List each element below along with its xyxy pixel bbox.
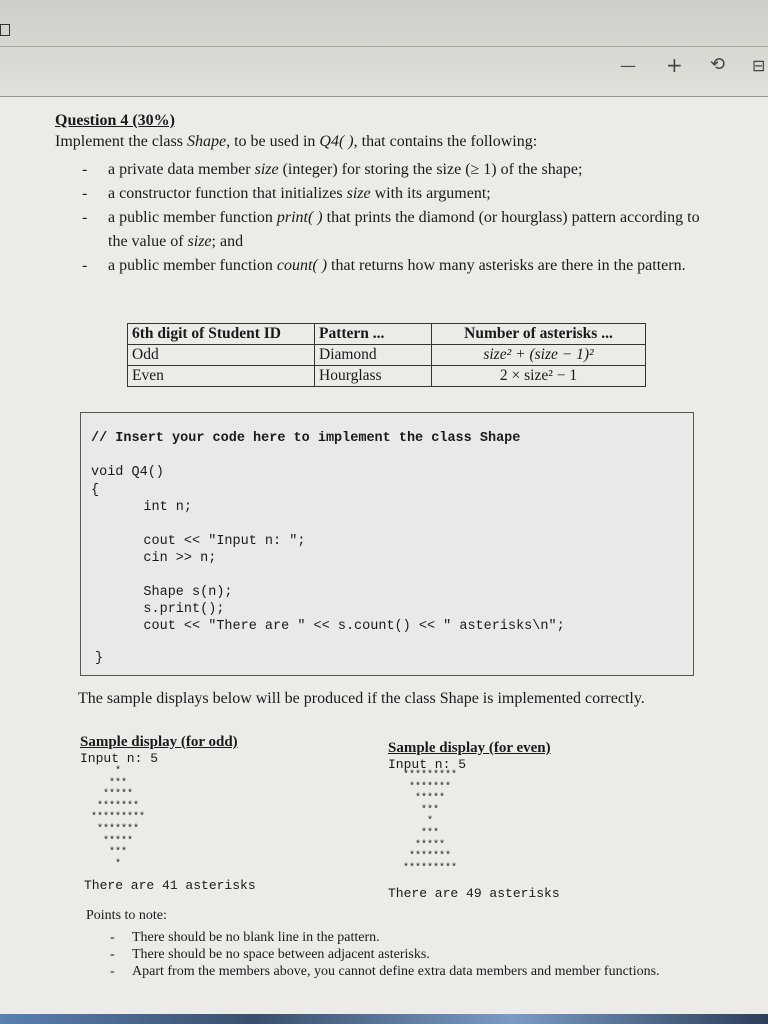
zoom-in-icon[interactable]: + [666,53,683,77]
list-item: - There should be no space between adjacent asterisks. [110,946,700,963]
sample-odd-heading: Sample display (for odd) [80,734,238,750]
code-line: { [91,483,100,498]
list-item: - a constructor function that initializes size with its argument; [82,182,722,206]
code-line: cin >> n; [111,551,217,566]
viewer-toolbar [0,0,768,97]
table-header-row [128,324,646,345]
code-line: int n; [111,500,193,515]
rotate-icon[interactable]: ⟲ [710,54,726,75]
question-title: Question 4 (30%) [55,112,175,129]
code-line: void Q4() [91,465,164,480]
table-row [128,345,646,366]
question-intro: Implement the class Shape, to be used in Q4( ), that contains the following: [55,133,538,150]
table-row [128,366,646,387]
list-item: - a public member function count( ) that returns how many asterisks are there in the pattern. [82,254,722,278]
table-cell: Odd [128,345,315,366]
taskbar-strip [0,1014,768,1024]
list-item: - a private data member size (integer) for storing the size (≥ 1) of the shape; [82,158,722,182]
code-line: cout << "Input n: "; [111,534,306,549]
table-cell: Even [128,366,315,387]
code-line: cout << "There are " << s.count() << " asterisks\n"; [111,619,565,634]
sample-even-heading: Sample display (for even) [388,740,551,756]
window-corner-icon [0,24,10,36]
sample-odd-result: There are 41 asterisks [84,878,256,893]
zoom-out-icon[interactable]: — [620,56,636,75]
code-line: Shape s(n); [111,585,233,600]
table-header: 6th digit of Student ID [128,324,315,345]
table-cell: size² + (size − 1)² [432,345,646,366]
sample-odd-pattern: * *** ***** ******* ********* ******* ***** *** * [90,766,145,870]
sample-note: The sample displays below will be produced if the class Shape is implemented correctly. [78,690,645,707]
sample-even-pattern: ********* ******* ***** *** * *** ***** ******* ********* [402,770,457,874]
list-item: - Apart from the members above, you cannot define extra data members and member functions. [110,963,700,980]
code-comment: // Insert your code here to implement the class Shape [91,431,521,446]
notes-list [110,929,700,980]
table-cell: Diamond [315,345,432,366]
notes-title: Points to note: [86,908,167,923]
pattern-table [127,323,646,387]
table-cell: 2 × size² − 1 [432,366,646,387]
table-header: Pattern ... [315,324,432,345]
panel-icon[interactable]: ⊟ [752,56,766,75]
sample-even-result: There are 49 asterisks [388,886,560,901]
toolbar-divider [0,46,768,47]
list-item: - There should be no blank line in the pattern. [110,929,700,946]
table-header: Number of asterisks ... [432,324,646,345]
sample-even-input: Input n: 5 [388,757,467,772]
sample-odd-input: Input n: 5 [80,751,159,766]
table-cell: Hourglass [315,366,432,387]
code-line: s.print(); [111,602,225,617]
code-line: } [95,651,104,666]
requirements-list [82,158,722,278]
list-item: - a public member function print( ) that prints the diamond (or hourglass) pattern according to the value of size; and [82,206,722,254]
code-block [80,412,694,676]
